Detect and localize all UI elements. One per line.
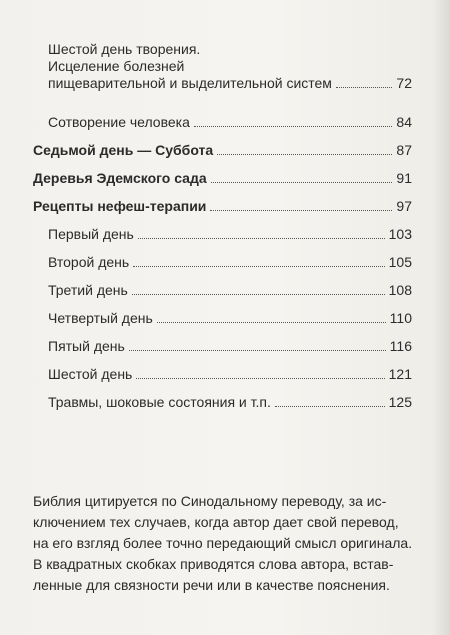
toc-entry[interactable] [33, 355, 412, 383]
toc-entry-title: Рецепты нефеш-терапии [33, 198, 207, 214]
note-line: ключением тех случаев, когда автор дает свой перевод, [33, 514, 399, 530]
toc-page-number: 105 [388, 254, 412, 270]
toc-entry-line: Исцеление болезней [48, 58, 185, 74]
dot-leader [217, 153, 392, 155]
toc-entry-title: Сотворение человека [48, 114, 190, 130]
dot-leader [157, 321, 386, 323]
toc-entry[interactable] [33, 103, 412, 131]
dot-leader [275, 405, 385, 407]
toc-entry[interactable] [33, 187, 412, 215]
toc-entry-line: Шестой день творения. [48, 41, 201, 57]
toc-page-number: 87 [396, 142, 412, 158]
toc-entry[interactable] [33, 271, 412, 299]
toc-entry-title: Третий день [48, 282, 128, 298]
dot-leader [194, 125, 393, 127]
page-edge-shadow [432, 0, 450, 635]
toc-entry[interactable] [33, 131, 412, 159]
toc-page-number: 110 [389, 310, 412, 326]
dot-leader [129, 349, 386, 351]
dot-leader [211, 181, 393, 183]
dot-leader [138, 237, 385, 239]
toc-entry-title: Седьмой день — Суббота [33, 142, 214, 158]
dot-leader [136, 377, 384, 379]
toc-entry-title: Травмы, шоковые состояния и т.п. [48, 394, 271, 410]
toc-entry-title: Второй день [48, 254, 130, 270]
toc-entry-last-line [48, 75, 412, 92]
dot-leader [132, 293, 385, 295]
toc-page-number: 84 [396, 114, 412, 130]
toc-page-number: 108 [388, 282, 412, 298]
toc-entry[interactable] [33, 159, 412, 187]
toc-entry[interactable] [33, 383, 412, 411]
dot-leader [210, 209, 392, 211]
toc-entry-sixth-day-creation[interactable] [33, 41, 412, 92]
toc-entry-title: Первый день [48, 226, 134, 242]
toc-page-number: 121 [388, 366, 412, 382]
toc-page-number: 72 [396, 75, 412, 91]
note-line: ленные для связности речи или в качестве пояснения. [33, 577, 390, 593]
toc-entry[interactable] [33, 299, 412, 327]
translation-note [33, 491, 417, 596]
toc-page-number: 103 [388, 226, 412, 242]
note-line: на его взгляд более точно передающий смысл оригинала. [33, 535, 413, 551]
note-line: В квадратных скобках приводятся слова автора, встав- [33, 556, 394, 572]
dot-leader [133, 265, 384, 267]
toc-entry[interactable] [33, 243, 412, 271]
toc-page-number: 97 [396, 198, 412, 214]
note-line: Библия цитируется по Синодальному переводу, за ис- [33, 493, 387, 509]
toc-entry-title: Пятый день [48, 338, 125, 354]
toc-entry-title: пищеварительной и выделительной систем [48, 75, 332, 91]
toc-entry[interactable] [33, 215, 412, 243]
toc-entry-title: Четвертый день [48, 310, 153, 326]
toc-entry[interactable] [33, 327, 412, 355]
toc-page-number: 116 [389, 338, 412, 354]
toc-entry-title: Шестой день [48, 366, 133, 382]
toc-page-number: 91 [396, 170, 412, 186]
dot-leader [336, 86, 392, 88]
toc-page-number: 125 [388, 394, 412, 410]
toc-entry-title: Деревья Эдемского сада [33, 170, 207, 186]
table-of-contents [33, 41, 412, 411]
